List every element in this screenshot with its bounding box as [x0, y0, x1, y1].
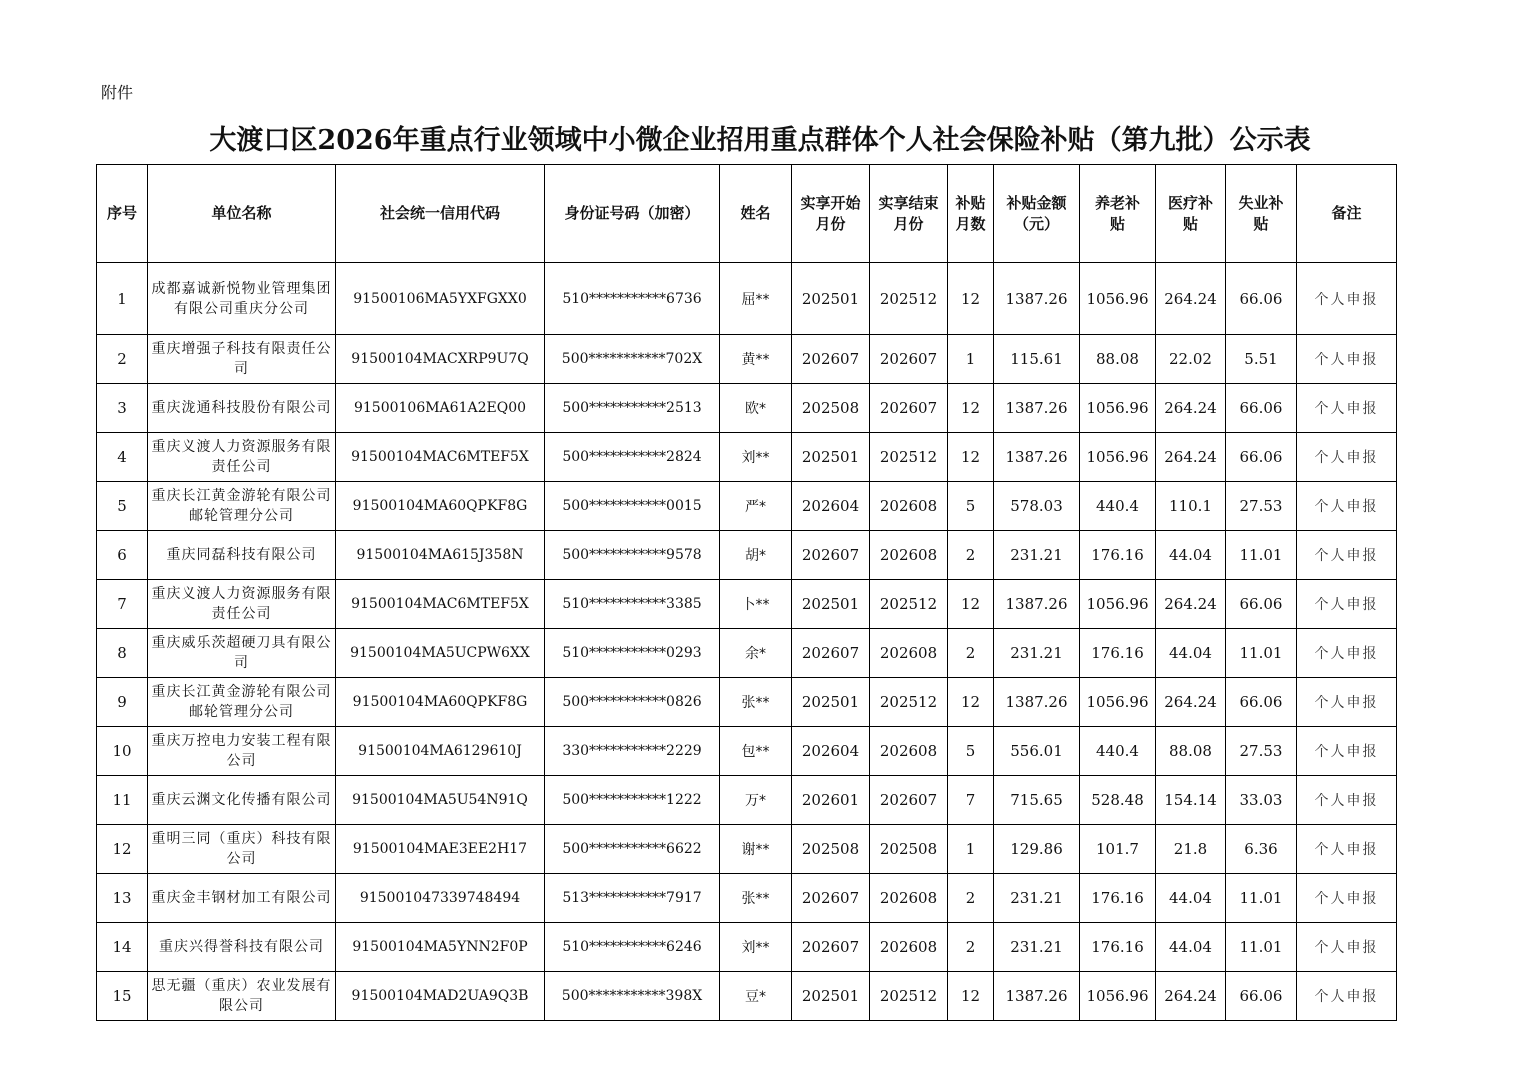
header-cell: 补贴月数 — [948, 165, 994, 263]
pension-subsidy-cell: 528.48 — [1080, 776, 1156, 825]
credit-code-cell: 91500104MA5U54N91Q — [336, 776, 545, 825]
subsidy-months-cell: 12 — [948, 678, 994, 727]
credit-code-cell: 91500104MA6129610J — [336, 727, 545, 776]
subsidy-months-cell: 2 — [948, 874, 994, 923]
subsidy-amount-cell: 115.61 — [994, 335, 1080, 384]
company-name-cell: 重庆云渊文化传播有限公司 — [148, 776, 336, 825]
subsidy-months-cell: 12 — [948, 433, 994, 482]
medical-subsidy-cell: 44.04 — [1156, 629, 1226, 678]
medical-subsidy-cell: 264.24 — [1156, 263, 1226, 335]
subsidy-amount-cell: 129.86 — [994, 825, 1080, 874]
credit-code-cell: 91500104MAD2UA9Q3B — [336, 972, 545, 1021]
subsidy-amount-cell: 578.03 — [994, 482, 1080, 531]
header-cell: 姓名 — [720, 165, 792, 263]
header-cell: 失业补贴 — [1226, 165, 1297, 263]
row-number-cell: 7 — [97, 580, 148, 629]
start-month-cell: 202601 — [792, 776, 870, 825]
subsidy-amount-cell: 556.01 — [994, 727, 1080, 776]
table-row — [97, 825, 1397, 874]
subsidy-months-cell: 12 — [948, 263, 994, 335]
person-name-cell: 黄** — [720, 335, 792, 384]
credit-code-cell: 91500104MAC6MTEF5X — [336, 433, 545, 482]
subsidy-amount-cell: 1387.26 — [994, 263, 1080, 335]
credit-code-cell: 91500106MA5YXFGXX0 — [336, 263, 545, 335]
credit-code-cell: 91500104MA60QPKF8G — [336, 678, 545, 727]
start-month-cell: 202607 — [792, 629, 870, 678]
header-cell: 补贴金额（元） — [994, 165, 1080, 263]
subsidy-months-cell: 2 — [948, 629, 994, 678]
id-number-cell: 513***********7917 — [545, 874, 720, 923]
person-name-cell: 包** — [720, 727, 792, 776]
company-name-cell: 重庆万控电力安装工程有限公司 — [148, 727, 336, 776]
subsidy-months-cell: 12 — [948, 580, 994, 629]
pension-subsidy-cell: 440.4 — [1080, 727, 1156, 776]
subsidy-months-cell: 12 — [948, 384, 994, 433]
company-name-cell: 重庆泷通科技股份有限公司 — [148, 384, 336, 433]
company-name-cell: 成都嘉诚新悦物业管理集团有限公司重庆分公司 — [148, 263, 336, 335]
subsidy-amount-cell: 231.21 — [994, 629, 1080, 678]
subsidy-amount-cell: 715.65 — [994, 776, 1080, 825]
unemployment-subsidy-cell: 66.06 — [1226, 972, 1297, 1021]
unemployment-subsidy-cell: 5.51 — [1226, 335, 1297, 384]
table-row — [97, 972, 1397, 1021]
end-month-cell: 202512 — [870, 433, 948, 482]
table-row — [97, 923, 1397, 972]
remark-cell: 个人申报 — [1297, 825, 1397, 874]
row-number-cell: 13 — [97, 874, 148, 923]
start-month-cell: 202607 — [792, 335, 870, 384]
subsidy-months-cell: 2 — [948, 531, 994, 580]
row-number-cell: 2 — [97, 335, 148, 384]
subsidy-amount-cell: 1387.26 — [994, 580, 1080, 629]
company-name-cell: 重庆同磊科技有限公司 — [148, 531, 336, 580]
remark-cell: 个人申报 — [1297, 776, 1397, 825]
remark-cell: 个人申报 — [1297, 482, 1397, 531]
row-number-cell: 6 — [97, 531, 148, 580]
start-month-cell: 202607 — [792, 531, 870, 580]
company-name-cell: 思无疆（重庆）农业发展有限公司 — [148, 972, 336, 1021]
table-row — [97, 263, 1397, 335]
unemployment-subsidy-cell: 66.06 — [1226, 433, 1297, 482]
company-name-cell: 重庆长江黄金游轮有限公司邮轮管理分公司 — [148, 678, 336, 727]
page-title: 大渡口区2026年重点行业领域中小微企业招用重点群体个人社会保险补贴（第九批）公示表 — [209, 125, 1311, 156]
start-month-cell: 202607 — [792, 923, 870, 972]
start-month-cell: 202501 — [792, 263, 870, 335]
medical-subsidy-cell: 22.02 — [1156, 335, 1226, 384]
start-month-cell: 202501 — [792, 678, 870, 727]
subsidy-amount-cell: 231.21 — [994, 874, 1080, 923]
company-name-cell: 重庆义渡人力资源服务有限责任公司 — [148, 433, 336, 482]
remark-cell: 个人申报 — [1297, 531, 1397, 580]
pension-subsidy-cell: 88.08 — [1080, 335, 1156, 384]
medical-subsidy-cell: 264.24 — [1156, 433, 1226, 482]
subsidy-amount-cell: 1387.26 — [994, 678, 1080, 727]
id-number-cell: 510***********6736 — [545, 263, 720, 335]
remark-cell: 个人申报 — [1297, 433, 1397, 482]
header-cell: 医疗补贴 — [1156, 165, 1226, 263]
company-name-cell: 重庆长江黄金游轮有限公司邮轮管理分公司 — [148, 482, 336, 531]
end-month-cell: 202512 — [870, 263, 948, 335]
medical-subsidy-cell: 44.04 — [1156, 874, 1226, 923]
unemployment-subsidy-cell: 33.03 — [1226, 776, 1297, 825]
pension-subsidy-cell: 176.16 — [1080, 629, 1156, 678]
start-month-cell: 202501 — [792, 972, 870, 1021]
medical-subsidy-cell: 154.14 — [1156, 776, 1226, 825]
table-row — [97, 629, 1397, 678]
pension-subsidy-cell: 1056.96 — [1080, 580, 1156, 629]
unemployment-subsidy-cell: 66.06 — [1226, 263, 1297, 335]
subsidy-amount-cell: 231.21 — [994, 923, 1080, 972]
id-number-cell: 500***********6622 — [545, 825, 720, 874]
medical-subsidy-cell: 264.24 — [1156, 678, 1226, 727]
pension-subsidy-cell: 176.16 — [1080, 531, 1156, 580]
pension-subsidy-cell: 176.16 — [1080, 874, 1156, 923]
end-month-cell: 202512 — [870, 972, 948, 1021]
person-name-cell: 豆* — [720, 972, 792, 1021]
row-number-cell: 15 — [97, 972, 148, 1021]
row-number-cell: 11 — [97, 776, 148, 825]
start-month-cell: 202501 — [792, 580, 870, 629]
unemployment-subsidy-cell: 11.01 — [1226, 923, 1297, 972]
person-name-cell: 刘** — [720, 433, 792, 482]
medical-subsidy-cell: 44.04 — [1156, 923, 1226, 972]
subsidy-months-cell: 2 — [948, 923, 994, 972]
pension-subsidy-cell: 440.4 — [1080, 482, 1156, 531]
start-month-cell: 202607 — [792, 874, 870, 923]
subsidy-months-cell: 7 — [948, 776, 994, 825]
company-name-cell: 重庆兴得誉科技有限公司 — [148, 923, 336, 972]
id-number-cell: 510***********3385 — [545, 580, 720, 629]
id-number-cell: 510***********6246 — [545, 923, 720, 972]
table-header-row — [97, 165, 1397, 263]
table-row — [97, 727, 1397, 776]
end-month-cell: 202608 — [870, 923, 948, 972]
end-month-cell: 202607 — [870, 384, 948, 433]
company-name-cell: 重庆义渡人力资源服务有限责任公司 — [148, 580, 336, 629]
subsidy-months-cell: 12 — [948, 972, 994, 1021]
table-row — [97, 580, 1397, 629]
subsidy-months-cell: 5 — [948, 727, 994, 776]
subsidy-table — [96, 164, 1397, 1021]
unemployment-subsidy-cell: 66.06 — [1226, 678, 1297, 727]
remark-cell: 个人申报 — [1297, 629, 1397, 678]
remark-cell: 个人申报 — [1297, 384, 1397, 433]
table-row — [97, 531, 1397, 580]
table-row — [97, 482, 1397, 531]
pension-subsidy-cell: 101.7 — [1080, 825, 1156, 874]
id-number-cell: 500***********398X — [545, 972, 720, 1021]
id-number-cell: 500***********2824 — [545, 433, 720, 482]
remark-cell: 个人申报 — [1297, 678, 1397, 727]
end-month-cell: 202608 — [870, 727, 948, 776]
end-month-cell: 202608 — [870, 531, 948, 580]
header-cell: 社会统一信用代码 — [336, 165, 545, 263]
remark-cell: 个人申报 — [1297, 972, 1397, 1021]
row-number-cell: 4 — [97, 433, 148, 482]
credit-code-cell: 91500104MA5UCPW6XX — [336, 629, 545, 678]
person-name-cell: 刘** — [720, 923, 792, 972]
table-row — [97, 776, 1397, 825]
medical-subsidy-cell: 264.24 — [1156, 580, 1226, 629]
company-name-cell: 重明三同（重庆）科技有限公司 — [148, 825, 336, 874]
medical-subsidy-cell: 44.04 — [1156, 531, 1226, 580]
remark-cell: 个人申报 — [1297, 727, 1397, 776]
table-row — [97, 384, 1397, 433]
table-body — [97, 263, 1397, 1021]
medical-subsidy-cell: 264.24 — [1156, 972, 1226, 1021]
unemployment-subsidy-cell: 66.06 — [1226, 580, 1297, 629]
unemployment-subsidy-cell: 66.06 — [1226, 384, 1297, 433]
row-number-cell: 1 — [97, 263, 148, 335]
person-name-cell: 屈** — [720, 263, 792, 335]
id-number-cell: 510***********0293 — [545, 629, 720, 678]
person-name-cell: 卜** — [720, 580, 792, 629]
subsidy-amount-cell: 1387.26 — [994, 433, 1080, 482]
subsidy-amount-cell: 1387.26 — [994, 384, 1080, 433]
end-month-cell: 202607 — [870, 335, 948, 384]
start-month-cell: 202508 — [792, 825, 870, 874]
company-name-cell: 重庆增强子科技有限责任公司 — [148, 335, 336, 384]
end-month-cell: 202512 — [870, 678, 948, 727]
start-month-cell: 202501 — [792, 433, 870, 482]
unemployment-subsidy-cell: 11.01 — [1226, 531, 1297, 580]
medical-subsidy-cell: 264.24 — [1156, 384, 1226, 433]
row-number-cell: 8 — [97, 629, 148, 678]
credit-code-cell: 91500104MAC6MTEF5X — [336, 580, 545, 629]
header-cell: 实享结束月份 — [870, 165, 948, 263]
medical-subsidy-cell: 110.1 — [1156, 482, 1226, 531]
header-cell: 序号 — [97, 165, 148, 263]
subsidy-amount-cell: 231.21 — [994, 531, 1080, 580]
person-name-cell: 余* — [720, 629, 792, 678]
unemployment-subsidy-cell: 6.36 — [1226, 825, 1297, 874]
row-number-cell: 5 — [97, 482, 148, 531]
credit-code-cell: 91500104MAE3EE2H17 — [336, 825, 545, 874]
company-name-cell: 重庆金丰钢材加工有限公司 — [148, 874, 336, 923]
remark-cell: 个人申报 — [1297, 335, 1397, 384]
end-month-cell: 202512 — [870, 580, 948, 629]
person-name-cell: 欧* — [720, 384, 792, 433]
medical-subsidy-cell: 88.08 — [1156, 727, 1226, 776]
credit-code-cell: 91500104MA615J358N — [336, 531, 545, 580]
pension-subsidy-cell: 1056.96 — [1080, 972, 1156, 1021]
start-month-cell: 202604 — [792, 727, 870, 776]
company-name-cell: 重庆威乐茨超硬刀具有限公司 — [148, 629, 336, 678]
id-number-cell: 500***********1222 — [545, 776, 720, 825]
end-month-cell: 202508 — [870, 825, 948, 874]
remark-cell: 个人申报 — [1297, 263, 1397, 335]
subsidy-months-cell: 5 — [948, 482, 994, 531]
subsidy-amount-cell: 1387.26 — [994, 972, 1080, 1021]
pension-subsidy-cell: 176.16 — [1080, 923, 1156, 972]
id-number-cell: 500***********2513 — [545, 384, 720, 433]
unemployment-subsidy-cell: 27.53 — [1226, 727, 1297, 776]
row-number-cell: 14 — [97, 923, 148, 972]
pension-subsidy-cell: 1056.96 — [1080, 433, 1156, 482]
id-number-cell: 500***********702X — [545, 335, 720, 384]
header-cell: 身份证号码（加密） — [545, 165, 720, 263]
pension-subsidy-cell: 1056.96 — [1080, 678, 1156, 727]
subsidy-months-cell: 1 — [948, 335, 994, 384]
table-row — [97, 874, 1397, 923]
person-name-cell: 谢** — [720, 825, 792, 874]
remark-cell: 个人申报 — [1297, 874, 1397, 923]
credit-code-cell: 91500104MA5YNN2F0P — [336, 923, 545, 972]
pension-subsidy-cell: 1056.96 — [1080, 263, 1156, 335]
id-number-cell: 500***********0826 — [545, 678, 720, 727]
end-month-cell: 202608 — [870, 629, 948, 678]
unemployment-subsidy-cell: 11.01 — [1226, 874, 1297, 923]
header-cell: 养老补贴 — [1080, 165, 1156, 263]
medical-subsidy-cell: 21.8 — [1156, 825, 1226, 874]
credit-code-cell: 91500104MA60QPKF8G — [336, 482, 545, 531]
header-cell: 单位名称 — [148, 165, 336, 263]
person-name-cell: 胡* — [720, 531, 792, 580]
credit-code-cell: 915001047339748494 — [336, 874, 545, 923]
header-cell: 实享开始月份 — [792, 165, 870, 263]
row-number-cell: 10 — [97, 727, 148, 776]
start-month-cell: 202604 — [792, 482, 870, 531]
header-cell: 备注 — [1297, 165, 1397, 263]
person-name-cell: 张** — [720, 874, 792, 923]
credit-code-cell: 91500104MACXRP9U7Q — [336, 335, 545, 384]
remark-cell: 个人申报 — [1297, 923, 1397, 972]
pension-subsidy-cell: 1056.96 — [1080, 384, 1156, 433]
row-number-cell: 9 — [97, 678, 148, 727]
unemployment-subsidy-cell: 27.53 — [1226, 482, 1297, 531]
id-number-cell: 500***********0015 — [545, 482, 720, 531]
row-number-cell: 3 — [97, 384, 148, 433]
table-row — [97, 678, 1397, 727]
person-name-cell: 严* — [720, 482, 792, 531]
start-month-cell: 202508 — [792, 384, 870, 433]
row-number-cell: 12 — [97, 825, 148, 874]
id-number-cell: 330***********2229 — [545, 727, 720, 776]
attachment-label: 附件 — [101, 83, 134, 102]
end-month-cell: 202608 — [870, 482, 948, 531]
person-name-cell: 张** — [720, 678, 792, 727]
unemployment-subsidy-cell: 11.01 — [1226, 629, 1297, 678]
table-row — [97, 335, 1397, 384]
person-name-cell: 万* — [720, 776, 792, 825]
end-month-cell: 202608 — [870, 874, 948, 923]
credit-code-cell: 91500106MA61A2EQ00 — [336, 384, 545, 433]
table-row — [97, 433, 1397, 482]
id-number-cell: 500***********9578 — [545, 531, 720, 580]
remark-cell: 个人申报 — [1297, 580, 1397, 629]
subsidy-months-cell: 1 — [948, 825, 994, 874]
end-month-cell: 202607 — [870, 776, 948, 825]
